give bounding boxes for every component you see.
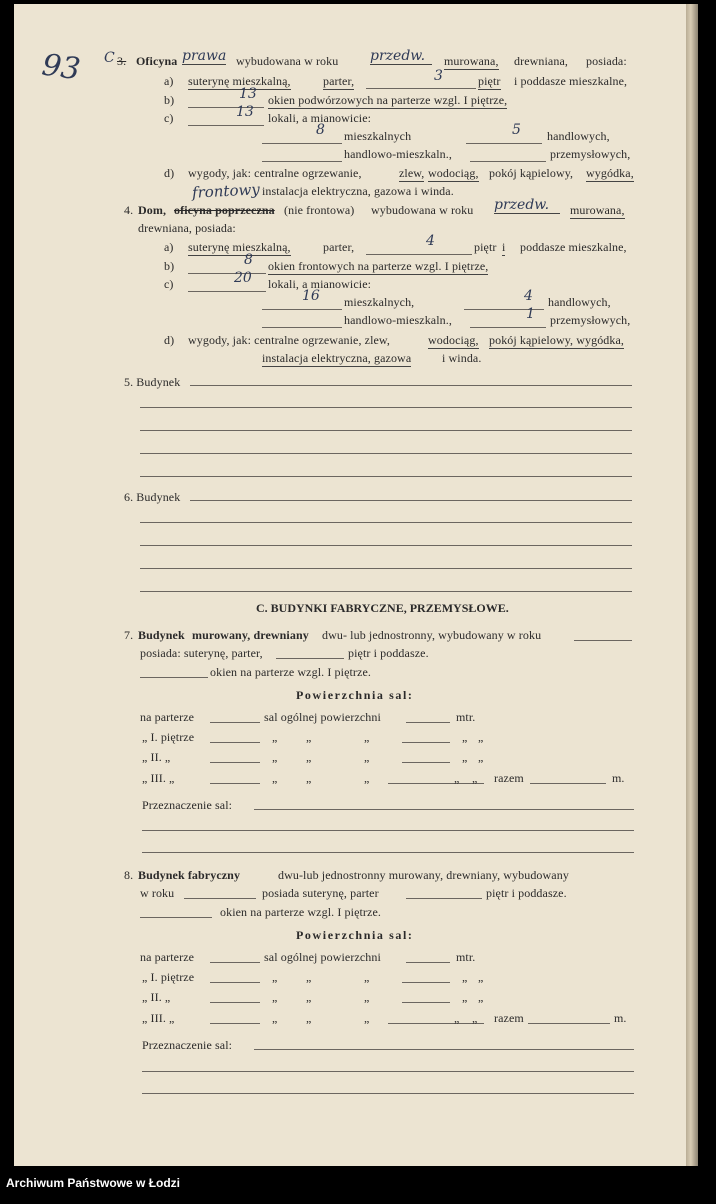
commercial-label: handlowych, (547, 129, 610, 143)
hw-industrial: 1 (526, 306, 535, 322)
area-floor2-label: „ II. „ (142, 990, 171, 1004)
ditto-mark: „ (478, 750, 484, 764)
section-c-title: C. BUDYNKI FABRYCZNE, PRZEMYSŁOWE. (256, 601, 509, 615)
amenities-text: wygody, jak: centralne ogrzewanie, (188, 166, 362, 180)
fill-line (188, 291, 266, 292)
amenity-installation: instalacja elektryczna, gazowa (262, 351, 412, 365)
document-page (14, 4, 686, 1166)
ditto-mark: „ (478, 730, 484, 744)
building-8-title: Budynek fabryczny (138, 868, 241, 882)
fill-line (140, 568, 632, 569)
fill-line (276, 658, 344, 659)
industrial-label: przemysłowych, (550, 313, 631, 327)
fill-line (140, 677, 208, 678)
ditto-mark: „ (472, 1011, 478, 1025)
units-text: lokali, a mianowicie: (268, 277, 372, 291)
hw-oficyna-side: prawa (182, 48, 227, 64)
fill-line (470, 327, 546, 328)
ditto-mark: „ (364, 730, 370, 744)
ditto-mark: „ (306, 990, 312, 1004)
item-c-label: c) (164, 277, 174, 291)
ditto-mark: „ (364, 1011, 370, 1025)
c-mark: C (104, 50, 115, 66)
windows-text: okien frontowych na parterze wzgl. I piętrze, (268, 259, 489, 273)
ditto-mark: „ (364, 990, 370, 1004)
ditto-mark: „ (306, 771, 312, 785)
amenity-winda: i winda. (442, 351, 482, 365)
item-a-label: a) (164, 74, 174, 88)
fill-line (402, 742, 450, 743)
fill-line (190, 385, 632, 386)
item-d-label: d) (164, 333, 175, 347)
fill-line (140, 476, 632, 477)
purpose-label: Przeznaczenie sal: (142, 1038, 233, 1052)
building-8-year-label: w roku (140, 886, 175, 900)
area-heading: Powierzchnia sal: (296, 928, 414, 942)
fill-line (388, 1023, 484, 1024)
fill-line (190, 500, 632, 501)
poddasze-label: poddasze mieszkalne, (520, 240, 627, 254)
archive-label: Archiwum Państwowe w Łodzi (6, 1176, 181, 1190)
pieter-label: piętr (478, 74, 501, 88)
building-6-label: 6. Budynek (124, 490, 181, 504)
area-ground-label: na parterze (140, 950, 195, 964)
hw-floors: 3 (434, 68, 443, 84)
not-front-label: (nie frontowa) (284, 203, 355, 217)
area-ground-label: na parterze (140, 710, 195, 724)
fill-line (140, 407, 632, 408)
item-a-label: a) (164, 240, 174, 254)
area-floor1-label: „ I. piętrze (142, 970, 195, 984)
fill-line (184, 898, 256, 899)
hw-windows: 8 (244, 252, 253, 268)
building-5-label: 5. Budynek (124, 375, 181, 389)
dom-title: Dom, (138, 203, 167, 217)
page-edge (686, 4, 698, 1166)
ditto-mark: „ (462, 990, 468, 1004)
area-unit: mtr. (456, 950, 476, 964)
industrial-label: przemysłowych, (550, 147, 631, 161)
posiada-label: posiada: (586, 54, 627, 68)
ditto-mark: „ (272, 771, 278, 785)
building-8-desc: dwu-lub jednostronny murowany, drewniany, wybudowany (278, 868, 569, 882)
ditto-mark: „ (478, 990, 484, 1004)
total-label: razem (494, 1011, 524, 1025)
fill-line (210, 742, 260, 743)
area-total-label: sal ogólnej powierzchni (264, 950, 381, 964)
ditto-mark: „ (364, 750, 370, 764)
mixed-label: handlowo-mieszkaln., (344, 313, 452, 327)
item-b-label: b) (164, 93, 175, 107)
material-murowana: murowana, (444, 54, 499, 68)
drewniana-posiada: drewniana, posiada: (138, 221, 236, 235)
fill-line (254, 1049, 634, 1050)
hw-units: 13 (236, 104, 254, 120)
suteryna-label: suterynę mieszkalną, (188, 74, 291, 88)
item-d-label: d) (164, 166, 175, 180)
building-7-pieter: piętr i poddasze. (348, 646, 429, 660)
ditto-mark: „ (306, 1011, 312, 1025)
amenities-text-2: instalacja elektryczna, gazowa i winda. (262, 184, 454, 198)
purpose-label: Przeznaczenie sal: (142, 798, 233, 812)
ditto-mark: „ (272, 730, 278, 744)
fill-line (406, 898, 482, 899)
fill-line (140, 591, 632, 592)
item-c-label: c) (164, 111, 174, 125)
and-label: i (502, 240, 506, 254)
fill-line (210, 982, 260, 983)
hw-floors: 4 (426, 233, 435, 249)
fill-line (188, 273, 266, 274)
hw-year: przedw. (370, 48, 432, 65)
fill-line (366, 254, 472, 255)
fill-line (262, 161, 342, 162)
ditto-mark: „ (306, 750, 312, 764)
fill-line (210, 1023, 260, 1024)
suteryna-label: suterynę mieszkalną, (188, 240, 291, 254)
ditto-mark: „ (462, 970, 468, 984)
poddasze-label: i poddasze mieszkalne, (514, 74, 628, 88)
section-4-number: 4. (124, 203, 134, 217)
ditto-mark: „ (454, 771, 460, 785)
fill-line (388, 783, 484, 784)
hw-residential: 16 (302, 288, 320, 304)
building-7-windows: okien na parterze wzgl. I piętrze. (210, 665, 371, 679)
archive-footer (0, 1166, 716, 1204)
total-unit: m. (614, 1011, 627, 1025)
ditto-mark: „ (306, 970, 312, 984)
amenity-zlew: zlew, (399, 166, 425, 180)
area-floor3-label: „ III. „ (142, 771, 175, 785)
struck-oficyna-poprzeczna: oficyna poprzeczna (174, 203, 275, 217)
ditto-mark: „ (462, 750, 468, 764)
parter-label: parter, (323, 74, 355, 88)
fill-line (142, 830, 634, 831)
amenity-pokoj: pokój kąpielowy, (489, 166, 574, 180)
building-7-materials: murowany, drewniany (192, 628, 309, 642)
fill-line (470, 161, 546, 162)
area-unit: mtr. (456, 710, 476, 724)
units-text: lokali, a mianowicie: (268, 111, 372, 125)
fill-line (402, 982, 450, 983)
fill-line (142, 1071, 634, 1072)
fill-line (262, 327, 342, 328)
oficyna-title: Oficyna (136, 54, 178, 68)
built-label: wybudowana w roku (371, 203, 474, 217)
fill-line (406, 722, 450, 723)
fill-line (530, 783, 606, 784)
fill-line (210, 962, 260, 963)
building-8-windows: okien na parterze wzgl. I piętrze. (220, 905, 381, 919)
fill-line (142, 1093, 634, 1094)
building-7-desc: dwu- lub jednostronny, wybudowany w roku (322, 628, 542, 642)
hw-units: 20 (234, 270, 252, 286)
fill-line (210, 1002, 260, 1003)
fill-line (402, 1002, 450, 1003)
fill-line (366, 88, 476, 89)
hw-residential: 8 (316, 122, 325, 138)
building-7-posiada: posiada: suterynę, parter, (140, 646, 263, 660)
fill-line (402, 762, 450, 763)
ditto-mark: „ (272, 750, 278, 764)
windows-text: okien podwórzowych na parterze wzgl. I piętrze, (268, 93, 508, 107)
amenity-wodociag: wodociąg, (428, 166, 479, 180)
amenities-text: wygody, jak: centralne ogrzewanie, zlew, (188, 333, 391, 347)
fill-line (140, 430, 632, 431)
material-drewniana: drewniana, (514, 54, 568, 68)
fill-line (140, 453, 632, 454)
commercial-label: handlowych, (548, 295, 611, 309)
fill-line (140, 917, 212, 918)
fill-line (574, 640, 632, 641)
fill-line (466, 143, 542, 144)
built-label: wybudowana w roku (236, 54, 339, 68)
ditto-mark: „ (272, 1011, 278, 1025)
hw-frontowy: frontowy (191, 180, 261, 202)
building-8-posiada: posiada suterynę, parter (262, 886, 379, 900)
area-floor2-label: „ II. „ (142, 750, 171, 764)
fill-line (142, 852, 634, 853)
area-floor1-label: „ I. piętrze (142, 730, 195, 744)
ditto-mark: „ (478, 970, 484, 984)
hw-commercial: 4 (524, 288, 533, 304)
total-label: razem (494, 771, 524, 785)
residential-label: mieszkalnych (344, 129, 412, 143)
ditto-mark: „ (272, 970, 278, 984)
fill-line (140, 545, 632, 546)
fill-line (406, 962, 450, 963)
hw-year: przedw. (494, 197, 560, 214)
amenity-pokoj: pokój kąpielowy, wygódka, (489, 333, 625, 347)
building-8-pieter: piętr i poddasze. (486, 886, 567, 900)
parter-label: parter, (323, 240, 355, 254)
fill-line (528, 1023, 610, 1024)
area-floor3-label: „ III. „ (142, 1011, 175, 1025)
ditto-mark: „ (462, 730, 468, 744)
amenity-wygodka: wygódka, (586, 166, 634, 180)
item-b-label: b) (164, 259, 175, 273)
residential-label: mieszkalnych, (344, 295, 415, 309)
hw-commercial: 5 (512, 122, 521, 138)
building-7-title: Budynek (138, 628, 185, 642)
fill-line (254, 809, 634, 810)
fill-line (140, 522, 632, 523)
fill-line (262, 143, 342, 144)
section-8-number: 8. (124, 868, 134, 882)
fill-line (262, 309, 342, 310)
ditto-mark: „ (364, 771, 370, 785)
ditto-mark: „ (454, 1011, 460, 1025)
area-heading: Powierzchnia sal: (296, 688, 414, 702)
area-total-label: sal ogólnej powierzchni (264, 710, 381, 724)
material-murowana: murowana, (570, 203, 625, 217)
section-7-number: 7. (124, 628, 134, 642)
fill-line (188, 125, 264, 126)
ditto-mark: „ (272, 990, 278, 1004)
fill-line (210, 783, 260, 784)
hw-windows: 13 (239, 86, 257, 102)
pieter-label: piętr (474, 240, 497, 254)
struck-section-number: 3. (117, 54, 127, 68)
fill-line (210, 762, 260, 763)
mixed-label: handlowo-mieszkaln., (344, 147, 452, 161)
amenity-wodociag: wodociąg, (428, 333, 479, 347)
margin-number: 93 (39, 47, 83, 88)
ditto-mark: „ (472, 771, 478, 785)
fill-line (210, 722, 260, 723)
ditto-mark: „ (364, 970, 370, 984)
total-unit: m. (612, 771, 625, 785)
ditto-mark: „ (306, 730, 312, 744)
